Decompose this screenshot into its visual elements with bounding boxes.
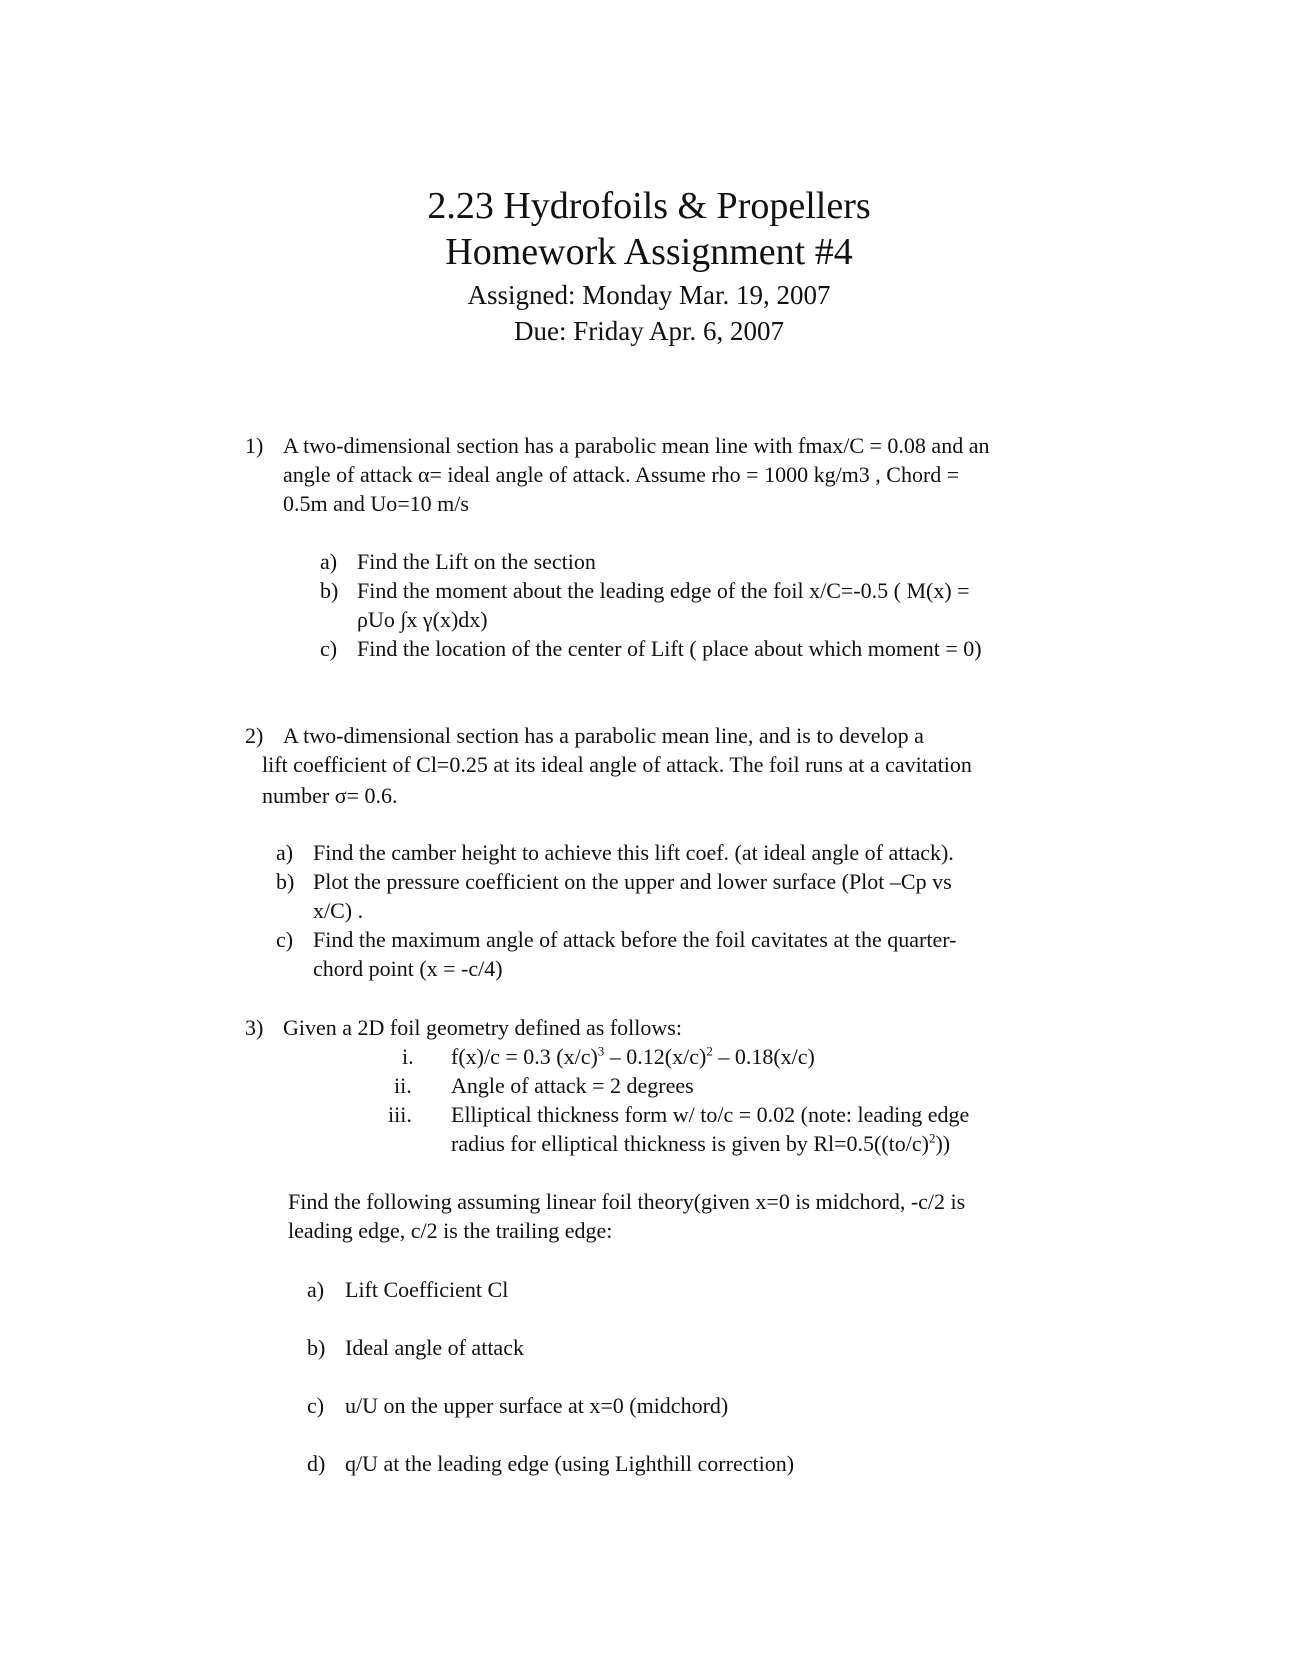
- part-label: b): [320, 578, 339, 603]
- part-text: Find the Lift on the section: [357, 549, 596, 574]
- assigned-date: Assigned: Monday Mar. 19, 2007: [467, 280, 831, 310]
- part-label: a): [320, 549, 338, 574]
- part-label: a): [276, 840, 294, 865]
- question-number: 2): [245, 723, 264, 748]
- part-label: b): [307, 1335, 326, 1360]
- equation-line: f(x)/c = 0.3 $(x/c)^3 - 0.12(x/c)^2 - 0.18(x/c)$: [451, 1043, 815, 1069]
- item-label: i.: [402, 1044, 414, 1069]
- question-text-line: A two-dimensional section has a parabolic mean line, and is to develop a: [283, 723, 924, 748]
- part-text: ρUo ∫x γ(x)dx): [357, 607, 488, 632]
- doc-subtitle: Homework Assignment #4: [445, 231, 853, 273]
- part-text: Plot the pressure coefficient on the upper and lower surface (Plot –Cp vs: [313, 869, 952, 894]
- part-text: Find the location of the center of Lift ( place about which moment = 0): [357, 636, 982, 661]
- item-label: iii.: [388, 1102, 412, 1127]
- part-label: b): [276, 869, 295, 894]
- question-number: 1): [245, 433, 264, 458]
- part-label: c): [307, 1393, 325, 1418]
- question-text-line: angle of attack α= ideal angle of attack. Assume rho = 1000 kg/m3 , Chord =: [283, 462, 960, 487]
- part-text: Ideal angle of attack: [345, 1335, 524, 1360]
- instruction-line: leading edge, c/2 is the trailing edge:: [288, 1218, 613, 1243]
- part-text: Find the maximum angle of attack before the foil cavitates at the quarter-: [313, 927, 957, 952]
- part-label: a): [307, 1277, 325, 1302]
- part-label: d): [307, 1451, 326, 1476]
- part-text: u/U on the upper surface at x=0 (midchord): [345, 1393, 729, 1418]
- part-text: chord point (x = -c/4): [313, 956, 503, 981]
- item-text: Angle of attack = 2 degrees: [451, 1073, 694, 1098]
- part-label: c): [320, 636, 338, 661]
- part-text: x/C) .: [313, 898, 364, 923]
- question-text-line: A two-dimensional section has a parabolic mean line with fmax/C = 0.08 and an: [283, 433, 990, 458]
- part-text: Lift Coefficient Cl: [345, 1277, 509, 1302]
- part-text: Find the moment about the leading edge of the foil x/C=-0.5 ( M(x) =: [357, 578, 970, 603]
- question-text-line: 0.5m and Uo=10 m/s: [283, 491, 469, 516]
- question-text-line: Given a 2D foil geometry defined as follows:: [283, 1015, 682, 1040]
- question-number: 3): [245, 1015, 264, 1040]
- instruction-line: Find the following assuming linear foil theory(given x=0 is midchord, -c/2 is: [288, 1189, 966, 1214]
- part-text: Find the camber height to achieve this lift coef. (at ideal angle of attack).: [313, 840, 954, 865]
- item-text: Elliptical thickness form w/ to/c = 0.02 (note: leading edge: [451, 1102, 970, 1127]
- doc-title: 2.23 Hydrofoils & Propellers: [427, 185, 871, 227]
- item-label: ii.: [394, 1073, 412, 1098]
- part-label: c): [276, 927, 294, 952]
- item-text: radius for elliptical thickness is given by $Rl=0.5((to/c)^2)$): [451, 1130, 951, 1156]
- due-date: Due: Friday Apr. 6, 2007: [514, 316, 784, 346]
- question-text-line: number σ= 0.6.: [262, 783, 398, 808]
- question-text-line: lift coefficient of Cl=0.25 at its ideal angle of attack. The foil runs at a cavitation: [262, 752, 972, 777]
- part-text: q/U at the leading edge (using Lighthill correction): [345, 1451, 795, 1476]
